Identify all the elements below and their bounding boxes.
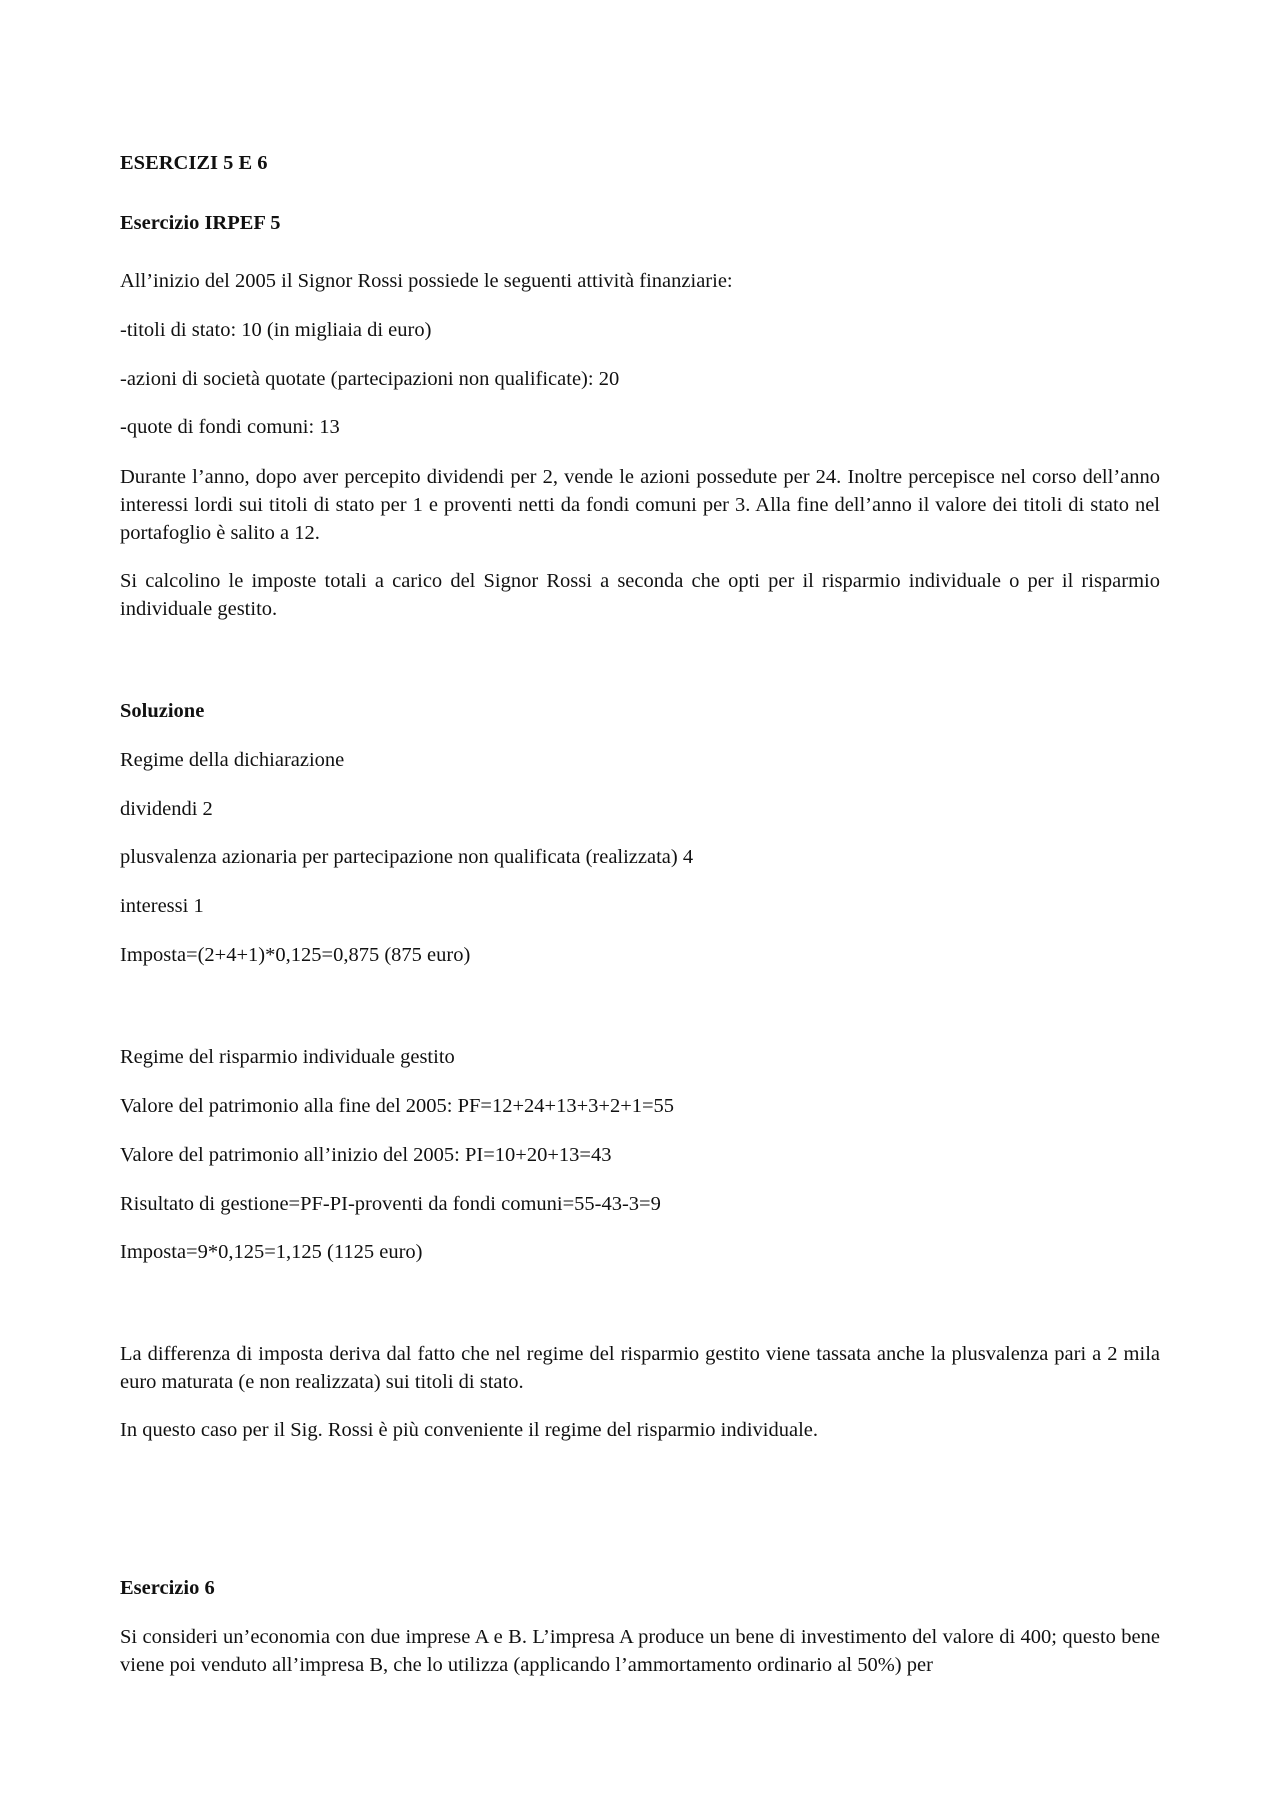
conclusion-paragraph-2: In questo caso per il Sig. Rossi è più conveniente il regime del risparmio individuale. (120, 1419, 818, 1441)
regime2-line: Risultato di gestione=PF-PI-proventi da fondi comuni=55-43-3=9 (120, 1193, 661, 1215)
regime1-line: plusvalenza azionaria per partecipazione non qualificata (realizzata) 4 (120, 846, 694, 868)
document-heading: ESERCIZI 5 E 6 (120, 152, 268, 174)
regime1-tax: Imposta=(2+4+1)*0,125=0,875 (875 euro) (120, 944, 471, 966)
exercise6-title: Esercizio 6 (120, 1577, 215, 1599)
asset-item: -quote di fondi comuni: 13 (120, 416, 340, 438)
regime2-title: Regime del risparmio individuale gestito (120, 1046, 455, 1068)
conclusion-paragraph-1: La differenza di imposta deriva dal fatto che nel regime del risparmio gestito viene tassata anche la plusvalenza pari a 2 mila euro maturata (e non realizzata) sui titoli di stato. (120, 1343, 1160, 1393)
regime1-title: Regime della dichiarazione (120, 749, 345, 771)
exercise6-paragraph: Si consideri un’economia con due imprese A e B. L’impresa A produce un bene di investimento del valore di 400; questo bene viene poi venduto all’impresa B, che lo utilizza (applicando l’ammortamento ordinario al 50%) per (120, 1626, 1160, 1676)
regime2-line: Valore del patrimonio alla fine del 2005: PF=12+24+13+3+2+1=55 (120, 1095, 675, 1117)
exercise5-intro: All’inizio del 2005 il Signor Rossi possiede le seguenti attività finanziarie: (120, 270, 733, 292)
exercise5-paragraph-2: Si calcolino le imposte totali a carico del Signor Rossi a seconda che opti per il risparmio individuale o per il risparmio individuale gestito. (120, 570, 1160, 620)
exercise5-paragraph-1: Durante l’anno, dopo aver percepito dividendi per 2, vende le azioni possedute per 24. Inoltre percepisce nel corso dell’anno interessi lordi sui titoli di stato per 1 e proventi netti da fondi comuni per 3. Alla fine dell’anno il valore dei titoli di stato nel portafoglio è salito a 12. (120, 466, 1160, 544)
regime2-tax: Imposta=9*0,125=1,125 (1125 euro) (120, 1241, 423, 1263)
asset-item: -titoli di stato: 10 (in migliaia di euro) (120, 319, 432, 341)
regime1-line: interessi 1 (120, 895, 204, 917)
solution-title: Soluzione (120, 700, 205, 722)
asset-item: -azioni di società quotate (partecipazioni non qualificate): 20 (120, 368, 620, 390)
regime1-line: dividendi 2 (120, 798, 213, 820)
exercise5-title: Esercizio IRPEF 5 (120, 212, 281, 234)
regime2-line: Valore del patrimonio all’inizio del 2005: PI=10+20+13=43 (120, 1144, 612, 1166)
